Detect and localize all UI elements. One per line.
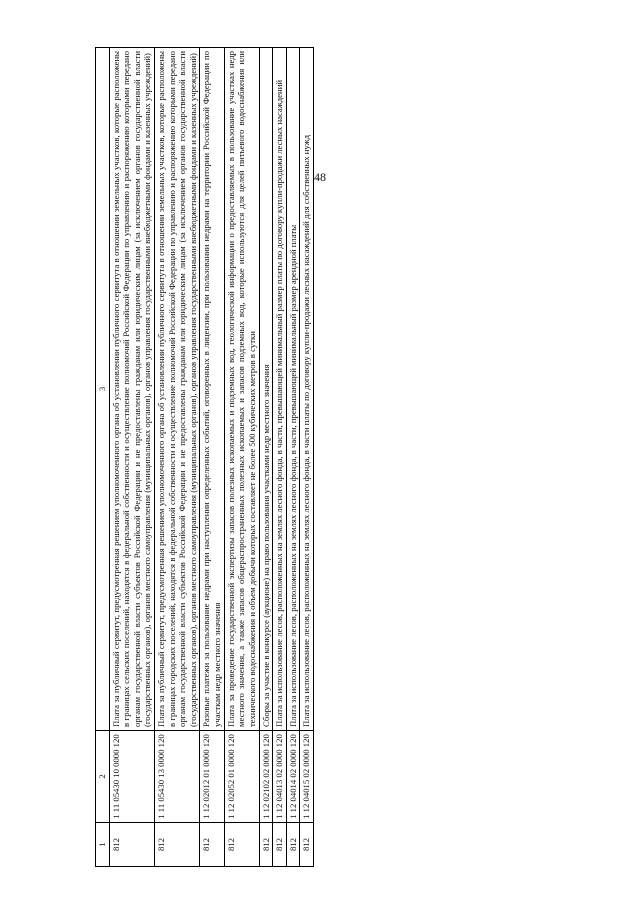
kbk-code-cell: 1 12 04013 02 0000 120	[273, 731, 287, 823]
admin-code-cell: 812	[300, 823, 314, 867]
table-row	[273, 48, 287, 867]
description-cell: Плата за проведение государственной экспертизы запасов полезных ископаемых и подземных вод, геологической информации о предоставляемых в пользование участках недр местного значения, а также запасов общераспространенных полезных ископаемых и запасов подземных вод, которые используются для целей питьевого водоснабжения или технического водоснабжения и объем добычи которых составляет не более 500 кубических метров в сутки	[224, 48, 259, 731]
description-cell: Плата за публичный сервитут, предусмотренная решением уполномоченного органа об установлении публичного сервитута в отношении земельных участков, которые расположены в границах городских поселений, находятся в федеральной собственности и осуществление полномочий Российской Федерации по управлению и распоряжению которыми передано органам государственной власти субъектов Российской Федерации и не предоставлены гражданам или юридическим лицам (за исключением органов государственной власти (государственных органов), органов местного самоуправления (муниципальных органов), органов управления государственными внебюджетными фондами и казенных учреждений)	[155, 48, 200, 731]
description-cell: Плата за использование лесов, расположенных на землях лесного фонда, в части, превышающей минимальный размер арендной платы	[286, 48, 300, 731]
kbk-code-cell: 1 11 05430 10 0000 120	[109, 731, 154, 823]
table-header-row	[96, 48, 110, 867]
admin-code-cell: 812	[224, 823, 259, 867]
kbk-code-cell: 1 12 02012 01 0000 120	[200, 731, 224, 823]
table-row	[259, 48, 273, 867]
kbk-code-cell: 1 12 02102 02 0000 120	[259, 731, 273, 823]
page-number: 48	[314, 170, 326, 184]
kbk-code-cell: 1 12 02052 01 0000 120	[224, 731, 259, 823]
admin-code-cell: 812	[273, 823, 287, 867]
table-row	[109, 48, 154, 867]
rotated-table-wrapper	[95, 47, 547, 867]
admin-code-cell: 812	[259, 823, 273, 867]
table-row	[200, 48, 224, 867]
kbk-code-cell: 1 11 05430 13 0000 120	[155, 731, 200, 823]
admin-code-cell: 812	[286, 823, 300, 867]
description-cell: Сборы за участие в конкурсе (аукционе) на право пользования участками недр местного значения	[259, 48, 273, 731]
description-cell: Плата за использование лесов, расположенных на землях лесного фонда, в части, превышающей минимальный размер платы по договору купли-продажи лесных насаждений	[273, 48, 287, 731]
column-header-3: 3	[96, 48, 110, 731]
description-cell: Плата за публичный сервитут, предусмотренная решением уполномоченного органа об установлении публичного сервитута в отношении земельных участков, которые расположены в границах сельских поселений, находятся в федеральной собственности и осуществление полномочий Российской Федерации по управлению и распоряжению которыми передано органам государственной власти субъектов Российской Федерации и не предоставлены гражданам или юридическим лицам (за исключением органов государственной власти (государственных органов), органов местного самоуправления (муниципальных органов), органов управления государственными внебюджетными фондами и казенных учреждений)	[109, 48, 154, 731]
column-header-2: 2	[96, 731, 110, 823]
admin-code-cell: 812	[155, 823, 200, 867]
admin-code-cell: 812	[109, 823, 154, 867]
admin-code-cell: 812	[200, 823, 224, 867]
column-header-1: 1	[96, 823, 110, 867]
kbk-code-cell: 1 12 04014 02 0000 120	[286, 731, 300, 823]
description-cell: Разовые платежи за пользование недрами при наступлении определенных событий, оговоренных в лицензии, при пользовании недрами на территории Российской Федерации по участкам недр местного значения	[200, 48, 224, 731]
table-row	[155, 48, 200, 867]
budget-codes-table	[95, 47, 314, 867]
kbk-code-cell: 1 12 04015 02 0000 120	[300, 731, 314, 823]
table-row	[286, 48, 300, 867]
description-cell: Плата за использование лесов, расположенных на землях лесного фонда, в части платы по договору купли-продажи лесных насаждений для собственных нужд	[300, 48, 314, 731]
table-row	[224, 48, 259, 867]
table-row	[300, 48, 314, 867]
